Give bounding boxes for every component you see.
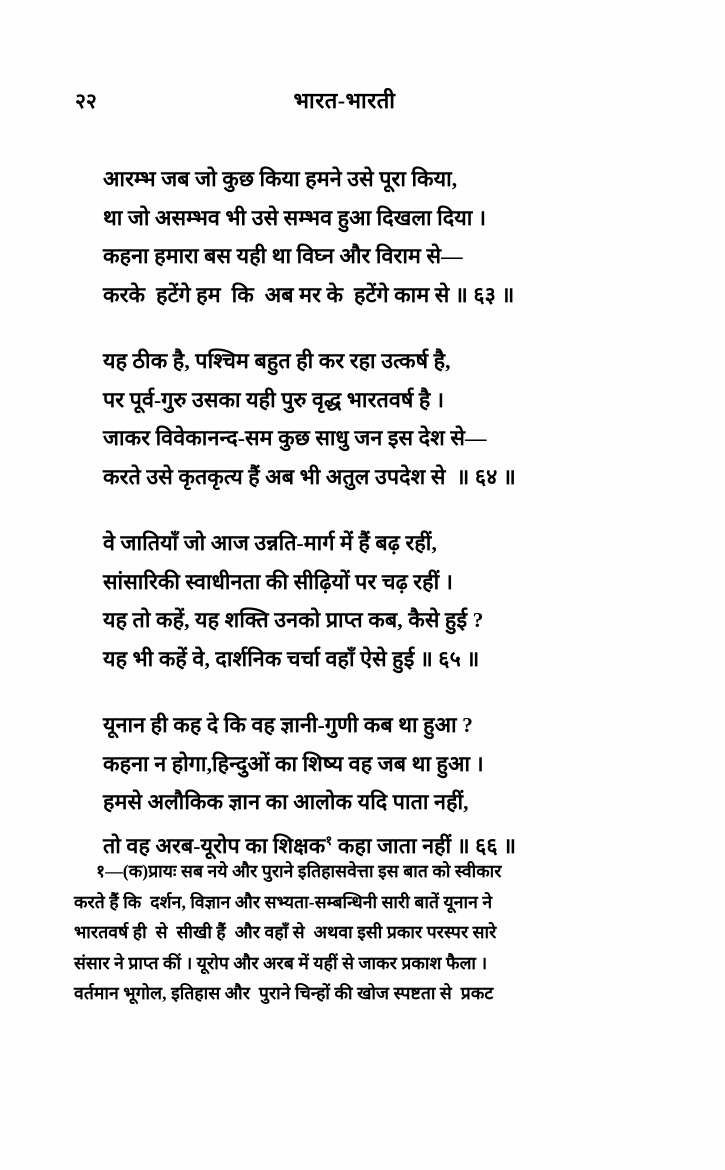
verse-text-before-marker: तो वह अरब-यूरोप का शिक्षक bbox=[103, 833, 326, 858]
verse-line: यूनान ही कह दे कि वह ज्ञानी-गुणी कब था हुआ ? bbox=[103, 713, 473, 737]
verse-line: जाकर विवेकानन्द-सम कुछ साधु जन इस देश से— bbox=[103, 426, 487, 450]
footnote-line: १—(क)प्रायः सब नये और पुराने इतिहासवेत्ता इस बात को स्वीकार bbox=[96, 861, 502, 881]
verse-line: कहना न होगा,हिन्दुओं का शिष्य वह जब था हुआ । bbox=[103, 751, 484, 776]
stanza-66 bbox=[103, 706, 667, 865]
verse-line: वे जातियाँ जो आज उन्नति-मार्ग में हैं बढ़ रहीं, bbox=[103, 531, 437, 555]
footnote-line: संसार ने प्राप्त कीं । यूरोप और अरब में यहीं से जाकर प्रकाश फैला । bbox=[74, 952, 488, 973]
stanza-64 bbox=[103, 342, 667, 496]
verse-line: पर पूर्व-गुरु उसका यही पुरु वृद्ध भारतवर्ष है । bbox=[103, 387, 445, 412]
verse-text-after-marker: कहा जाता नहीं ॥ ६६ ॥ bbox=[332, 833, 517, 858]
stanza-65 bbox=[103, 524, 667, 678]
verse-line: कहना हमारा बस यही था विघ्न और विराम से— bbox=[103, 244, 463, 268]
running-head bbox=[70, 86, 655, 120]
verse-line: करके हटेंगे हम कि अब मर के हटेंगे काम से ॥ ६३ ॥ bbox=[103, 282, 515, 307]
verse-line: सांसारिकी स्वाधीनता की सीढ़ियों पर चढ़ रहीं । bbox=[103, 569, 453, 594]
footnote-line: करते हैं कि दर्शन, विज्ञान और सभ्यता-सम्बन्धिनी सारी बातें यूनान ने bbox=[74, 891, 493, 912]
verse-line: यह तो कहें, यह शक्ति उनको प्राप्त कब, कैसे हुई ? bbox=[103, 608, 484, 632]
footnote-block bbox=[74, 856, 673, 1009]
book-title: भारत-भारती bbox=[293, 88, 396, 113]
footnote-line: वर्तमान भूगोल, इतिहास और पुराने चिन्हों की खोज स्पष्टता से प्रकट bbox=[74, 983, 494, 1003]
verse-line: आरम्भ जब जो कुछ किया हमने उसे पूरा किया, bbox=[103, 167, 458, 191]
verse-line: यह ठीक है, पश्चिम बहुत ही कर रहा उत्कर्ष है, bbox=[103, 349, 451, 373]
verse-line: हमसे अलौकिक ज्ञान का आलोक यदि पाता नहीं, bbox=[103, 790, 469, 814]
footnote-reference-marker: १ bbox=[325, 832, 333, 848]
verse-line: करते उसे कृतकृत्य हैं अब भी अतुल उपदेश से ॥ ६४ ॥ bbox=[103, 464, 516, 489]
verse-line: था जो असम्भव भी उसे सम्भव हुआ दिखला दिया । bbox=[103, 205, 487, 230]
stanza-63 bbox=[103, 160, 667, 314]
footnote-line: भारतवर्ष ही से सीखी हैं और वहाँ से अथवा इसी प्रकार परस्पर सारे bbox=[74, 922, 497, 942]
verse-body bbox=[103, 160, 667, 865]
verse-line: यह भी कहें वे, दार्शनिक चर्चा वहाँ ऐसे हुई ॥ ६५ ॥ bbox=[103, 646, 480, 671]
page-number: २२ bbox=[75, 89, 97, 113]
